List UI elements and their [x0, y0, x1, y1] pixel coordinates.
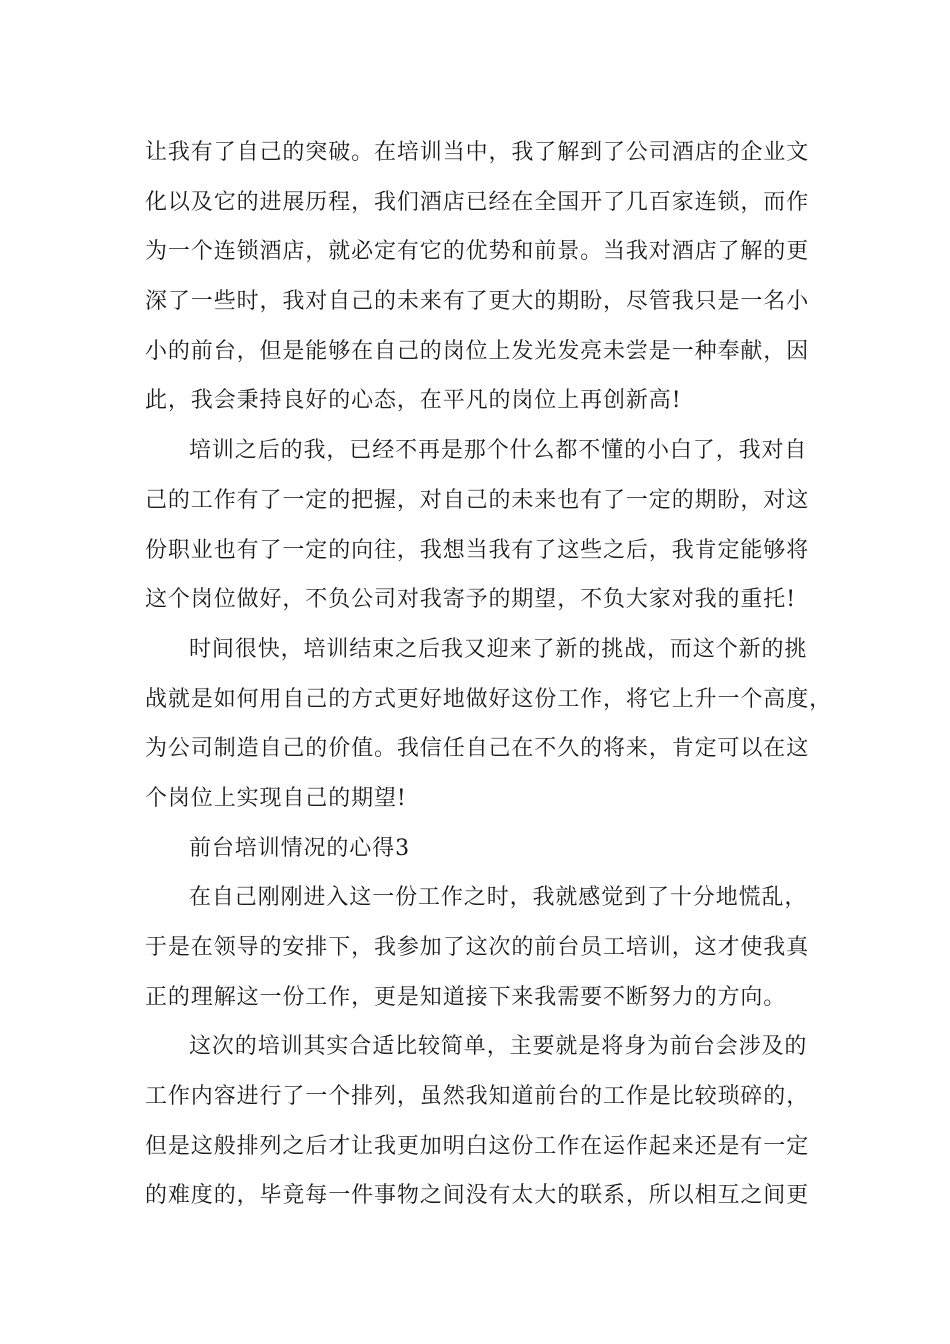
document-body: [145, 128, 833, 1221]
text-line: 小的前台，但是能够在自己的岗位上发光发亮未尝是一种奉献，因: [145, 338, 810, 364]
text-line: 个岗位上实现自己的期望!: [145, 785, 407, 811]
text-line: 战就是如何用自己的方式更好地做好这份工作，将它上升一个高度，: [145, 686, 833, 712]
text-line: 为公司制造自己的价值。我信任自己在不久的将来，肯定可以在这: [145, 736, 810, 762]
text-line: 此，我会秉持良好的心态，在平凡的岗位上再创新高!: [145, 388, 682, 414]
text-line: 这次的培训其实合适比较简单，主要就是将身为前台会涉及的: [189, 1034, 808, 1060]
text-line: 化以及它的进展历程，我们酒店已经在全国开了几百家连锁，而作: [145, 189, 810, 215]
text-line: 时间很快，培训结束之后我又迎来了新的挑战，而这个新的挑: [189, 636, 808, 662]
text-line: 深了一些时，我对自己的未来有了更大的期盼，尽管我只是一名小: [145, 289, 810, 315]
text-line: 正的理解这一份工作，更是知道接下来我需要不断努力的方向。: [145, 984, 787, 1010]
text-line: 在自己刚刚进入这一份工作之时，我就感觉到了十分地慌乱，: [189, 885, 808, 911]
text-line: 于是在领导的安排下，我参加了这次的前台员工培训，这才使我真: [145, 935, 810, 960]
text-line: 但是这般排列之后才让我更加明白这份工作在运作起来还是有一定: [145, 1133, 810, 1159]
text-line: 这个岗位做好，不负公司对我寄予的期望，不负大家对我的重托!: [145, 587, 796, 613]
text-line: 让我有了自己的突破。在培训当中，我了解到了公司酒店的企业文: [145, 140, 810, 165]
text-line: 前台培训情况的心得3: [189, 835, 410, 861]
text-line: 份职业也有了一定的向往，我想当我有了这些之后，我肯定能够将: [145, 537, 810, 563]
text-line: 工作内容进行了一个排列，虽然我知道前台的工作是比较琐碎的，: [145, 1084, 810, 1110]
text-line: 为一个连锁酒店，就必定有它的优势和前景。当我对酒店了解的更: [145, 239, 810, 265]
text-line: 己的工作有了一定的把握，对自己的未来也有了一定的期盼，对这: [145, 487, 810, 513]
text-line: 培训之后的我，已经不再是那个什么都不懂的小白了，我对自: [189, 438, 808, 464]
text-line: 的难度的，毕竟每一件事物之间没有太大的联系，所以相互之间更: [145, 1183, 810, 1209]
